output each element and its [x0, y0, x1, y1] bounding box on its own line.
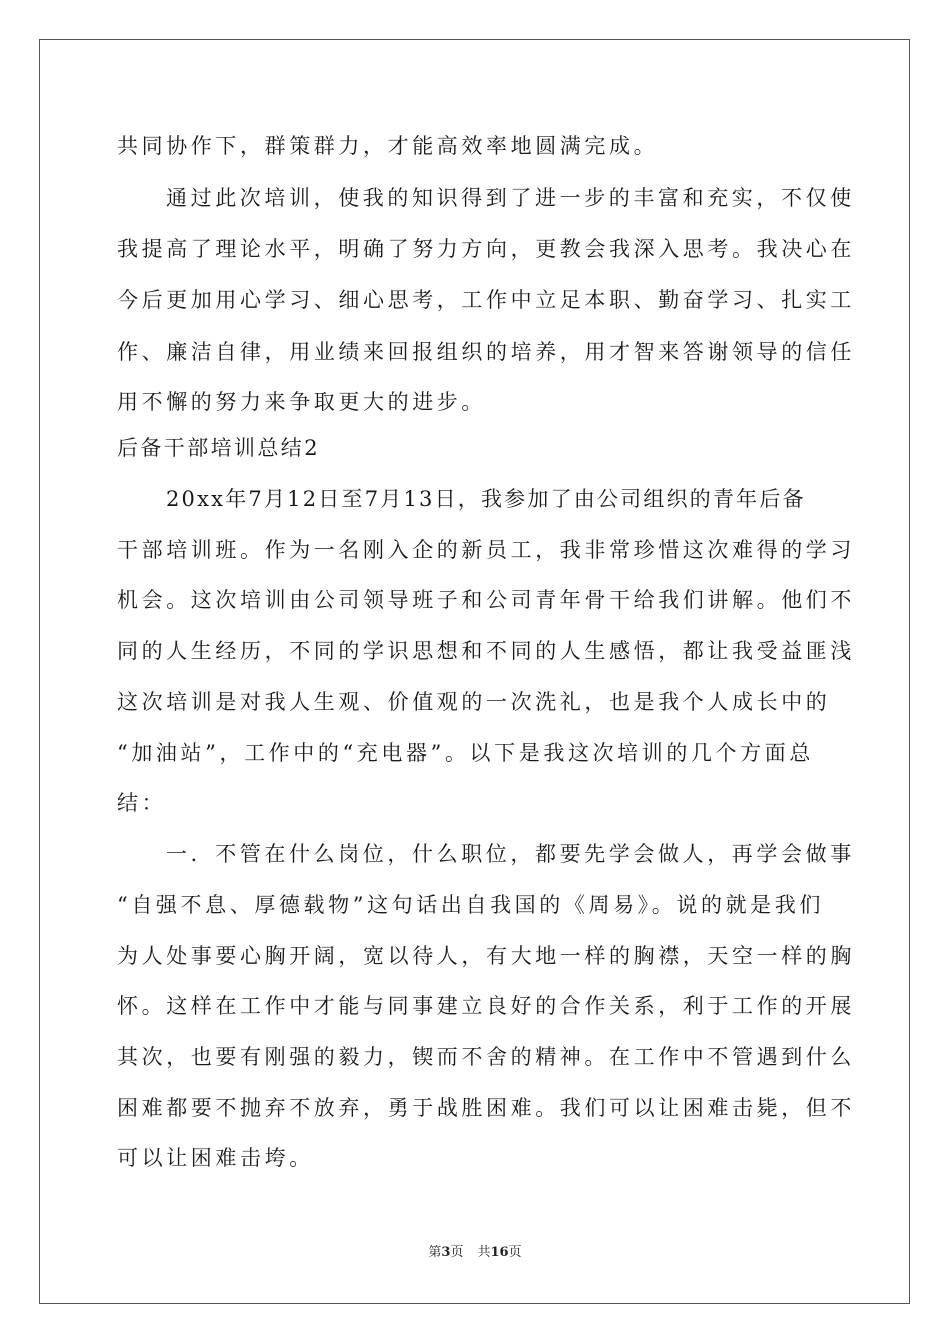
page-number: 3: [441, 1245, 451, 1260]
text-line: 结：: [117, 791, 167, 815]
text-line: 其次，也要有刚强的毅力，锲而不舍的精神。在工作中不管遇到什么: [117, 1045, 855, 1069]
total-suffix: 页: [508, 1245, 522, 1260]
text-line: 用不懈的努力来争取更大的进步。: [117, 390, 486, 414]
text-line: 可以让困难击垮。: [117, 1146, 314, 1170]
text-line: 机会。这次培训由公司领导班子和公司青年骨干给我们讲解。他们不: [117, 588, 855, 612]
text-line: “自强不息、厚德载物”这句话出自我国的《周易》。说的就是我们: [117, 893, 824, 917]
text-line: 作、廉洁自律，用业绩来回报组织的培养，用才智来答谢领导的信任: [117, 340, 855, 364]
page-suffix: 页: [450, 1245, 464, 1260]
text-line: 共同协作下，群策群力，才能高效率地圆满完成。: [117, 134, 659, 158]
section-heading: 后备干部培训总结2: [117, 436, 320, 460]
text-line: 困难都要不抛弃不放弃，勇于战胜困难。我们可以让困难击毙，但不: [117, 1096, 855, 1120]
text-line: 为人处事要心胸开阔，宽以待人，有大地一样的胸襟，天空一样的胸: [117, 944, 855, 968]
paragraph-first-line: 一．不管在什么岗位，什么职位，都要先学会做人，再学会做事: [166, 842, 855, 866]
text-line: 同的人生经历，不同的学识思想和不同的人生感悟，都让我受益匪浅: [117, 639, 855, 663]
text-line: “加油站”，工作中的“充电器”。以下是我这次培训的几个方面总: [117, 741, 814, 765]
text-line: 我提高了理论水平，明确了努力方向，更教会我深入思考。我决心在: [117, 237, 855, 261]
total-prefix: 共: [477, 1245, 491, 1260]
text-line: 这次培训是对我人生观、价值观的一次洗礼，也是我个人成长中的: [117, 690, 831, 714]
text-line: 怀。这样在工作中才能与同事建立良好的合作关系，利于工作的开展: [117, 994, 855, 1018]
text-line: 干部培训班。作为一名刚入企的新员工，我非常珍惜这次难得的学习: [117, 538, 855, 562]
text-line: 今后更加用心学习、细心思考，工作中立足本职、勤奋学习、扎实工: [117, 288, 855, 312]
page-prefix: 第: [428, 1245, 442, 1260]
paragraph-first-line: 20xx年7月12日至7月13日，我参加了由公司组织的青年后备: [166, 487, 806, 511]
page-footer: [0, 1245, 950, 1261]
paragraph-first-line: 通过此次培训，使我的知识得到了进一步的丰富和充实，不仅使: [166, 186, 855, 210]
total-pages: 16: [490, 1245, 509, 1260]
